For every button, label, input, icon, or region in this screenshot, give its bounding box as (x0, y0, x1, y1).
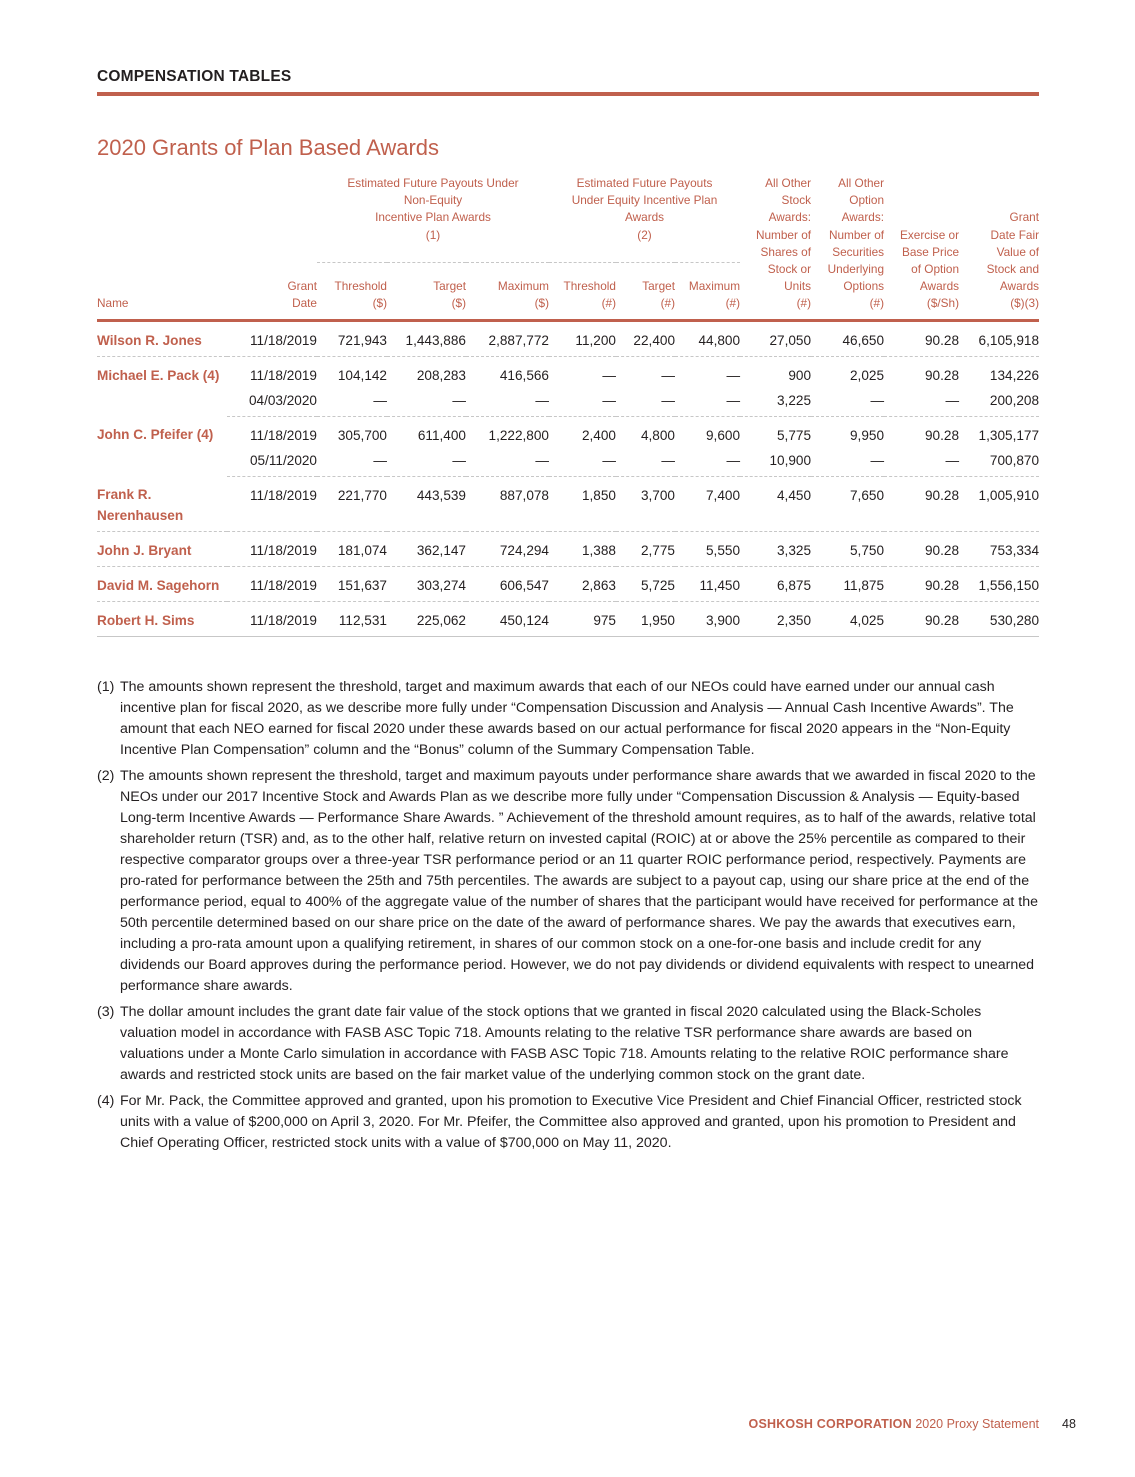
table-cell: 11/18/2019 (249, 427, 317, 443)
table-cell: 11/18/2019 (227, 320, 317, 356)
footnote-text: The amounts shown represent the threshold, target and maximum awards that each of our NEOs could have earned under our annual cash incentive plan for fiscal 2020, as we describe more fully under “Compensation Discussion and Analysis — Annual Cash Incentive Awards”. The amount that each NEO earned for fiscal 2020 under these awards based on our actual performance for fiscal 2020 appears in the “Non-Equity Incentive Plan Compensation” column and the “Bonus” column of the Summary Compensation Table. (120, 679, 1014, 758)
table-row (97, 532, 1039, 567)
table-cell: 416,566 (499, 367, 549, 383)
col-header-eq-target: Target (#) (616, 263, 675, 321)
col-header-grant-value: Grant Date Fair Value of Stock and Awards ($)(3) (959, 175, 1039, 320)
section-divider (97, 92, 1039, 96)
table-cell: 134,226 (989, 367, 1040, 383)
footnote (97, 1091, 1039, 1154)
equity-group-header: Estimated Future Payouts Under Equity Incentive Plan Awards (2) (549, 175, 740, 263)
table-cell: 2,025 (850, 367, 885, 383)
table-cell: 2,350 (740, 602, 811, 637)
officer-name: Wilson R. Jones (97, 320, 227, 356)
table-cell: 10,900 (740, 450, 811, 477)
table-cell: — (387, 390, 466, 417)
table-cell: 3,700 (616, 476, 675, 532)
table-cell: 11/18/2019 (227, 602, 317, 637)
table-cell: 611,400 (417, 427, 466, 443)
table-cell: 4,800 (640, 427, 675, 443)
officer-name: Robert H. Sims (97, 602, 227, 637)
table-cell: — (549, 390, 616, 417)
table-cell: 2,863 (549, 567, 616, 602)
table-cell: 5,750 (811, 532, 884, 567)
footnote-number: (1) (97, 679, 115, 695)
table-cell: — (884, 450, 959, 477)
table-cell: 44,800 (675, 320, 740, 356)
col-header-name: Name (97, 263, 227, 321)
table-row (97, 602, 1039, 637)
table-cell: 443,539 (387, 476, 466, 532)
table-cell: 1,556,150 (959, 567, 1039, 602)
table-cell: 9,950 (850, 427, 885, 443)
table-cell: — (675, 450, 740, 477)
table-row (97, 476, 1039, 532)
table-cell: — (811, 390, 884, 417)
table-cell: — (675, 390, 740, 417)
table-cell: 5,550 (675, 532, 740, 567)
table-row (97, 390, 1039, 417)
table-cell: 2,400 (581, 427, 616, 443)
footnote-number: (4) (97, 1093, 115, 1109)
table-cell: 11,450 (675, 567, 740, 602)
page-number: 48 (1062, 1417, 1076, 1431)
col-header-grant-date: Grant Date (227, 263, 317, 321)
table-cell: 151,637 (317, 567, 387, 602)
table-cell: 90.28 (884, 532, 959, 567)
table-cell: 05/11/2020 (227, 450, 317, 477)
table-cell: 724,294 (466, 532, 549, 567)
footer-company: OSHKOSH CORPORATION (748, 1417, 912, 1431)
table-cell: — (661, 367, 675, 383)
table-cell: 1,222,800 (488, 427, 549, 443)
col-header-stock-awards: All Other Stock Awards: Number of Shares of Stock or Units (#) (740, 175, 811, 320)
table-cell: 3,225 (740, 390, 811, 417)
table-cell: 4,025 (811, 602, 884, 637)
footnote (97, 766, 1039, 997)
table-cell: 700,870 (959, 450, 1039, 477)
table-cell: 900 (788, 367, 812, 383)
footnote-text: The amounts shown represent the threshold, target and maximum payouts under performance share awards that we awarded in fiscal 2020 to the NEOs under our 2017 Incentive Stock and Awards Plan as we describe more fully under “Compensation Discussion & Analysis — Equity-based Long-term Incentive Awards — Performance Share Awards. ” Achievement of the threshold amount requires, as to half of the awards, relative total shareholder return (TSR) and, as to the other half, relative return on invested capital (ROIC) at or above the 25% percentile as compared to their respective comparator groups over a three-year TSR performance period or an 11 quarter ROIC performance period, respectively. Payments are pro-rated for performance between the 25th and 75th percentiles. The awards are subject to a payout cap, using our share price at the end of the performance period, equal to 400% of the aggregate value of the number of shares that the participant would have received for performance at the 50th percentile determined based on our share price on the date of the award of performance shares. We pay the awards that executives earn, including a pro-rata amount upon a qualifying retirement, in shares of our common stock on a one-for-one basis and include credit for any dividends our Board approves during the performance period. However, we do not pay dividends or dividend equivalents with respect to unearned performance share awards. (120, 768, 1039, 994)
table-row (97, 356, 1039, 390)
table-cell: — (726, 367, 741, 383)
table-cell: 753,334 (959, 532, 1039, 567)
table-cell: 11/18/2019 (227, 532, 317, 567)
footnote-number: (2) (97, 768, 115, 784)
table-cell: — (466, 390, 549, 417)
table-cell: 90.28 (925, 427, 960, 443)
footnotes (97, 677, 1039, 1159)
table-title: 2020 Grants of Plan Based Awards (97, 135, 440, 160)
table-cell: — (549, 450, 616, 477)
officer-name: John C. Pfeifer (4) (97, 427, 214, 443)
table-cell: 606,547 (466, 567, 549, 602)
table-cell: 225,062 (387, 602, 466, 637)
col-header-ne-maximum: Maximum ($) (466, 263, 549, 321)
officer-name: David M. Sagehorn (97, 567, 227, 602)
col-header-ne-threshold: Threshold ($) (317, 263, 387, 321)
table-cell: 46,650 (811, 320, 884, 356)
table-cell: — (811, 450, 884, 477)
group-header-row (97, 175, 1039, 263)
table-cell: 1,305,177 (978, 427, 1040, 443)
table-cell: 721,943 (317, 320, 387, 356)
table-body (97, 320, 1039, 637)
table-cell: — (317, 450, 387, 477)
table-cell: 11/18/2019 (249, 367, 317, 383)
table-cell: — (602, 367, 616, 383)
table-cell: 04/03/2020 (227, 390, 317, 417)
officer-name: Michael E. Pack (4) (97, 367, 220, 383)
table-cell: — (387, 450, 466, 477)
officer-name: John J. Bryant (97, 532, 227, 567)
table-cell: 221,770 (317, 476, 387, 532)
non-equity-group-header: Estimated Future Payouts Under Non-Equity Incentive Plan Awards (1) (317, 175, 549, 263)
table-cell: 4,450 (740, 476, 811, 532)
table-cell: 5,725 (616, 567, 675, 602)
table-cell: 1,005,910 (959, 476, 1039, 532)
table-row (97, 320, 1039, 356)
table-cell: — (317, 390, 387, 417)
table-cell: 11,200 (549, 320, 616, 356)
table-cell: — (884, 390, 959, 417)
table-cell: 22,400 (616, 320, 675, 356)
table-cell: 450,124 (466, 602, 549, 637)
table-cell: 1,950 (616, 602, 675, 637)
table-cell: 7,650 (811, 476, 884, 532)
table-cell: 90.28 (884, 320, 959, 356)
table-cell: 2,775 (616, 532, 675, 567)
table-cell: 2,887,772 (466, 320, 549, 356)
table-cell: 6,105,918 (959, 320, 1039, 356)
table-cell: 90.28 (925, 367, 960, 383)
table-cell: 6,875 (740, 567, 811, 602)
table-cell: 3,900 (675, 602, 740, 637)
table-row (97, 416, 1039, 450)
footnote-text: For Mr. Pack, the Committee approved and granted, upon his promotion to Executive Vice President and Chief Financial Officer, restricted stock units with a value of $200,000 on April 3, 2020. For Mr. Pfeifer, the Committee also approved and granted, upon his promotion to President and Chief Operating Officer, restricted stock units with a value of $700,000 on May 11, 2020. (120, 1093, 1022, 1151)
table-cell: 1,850 (549, 476, 616, 532)
table-row (97, 450, 1039, 477)
table-cell: 3,325 (740, 532, 811, 567)
footer-document: 2020 Proxy Statement (915, 1417, 1039, 1431)
table-cell: 181,074 (317, 532, 387, 567)
table-cell: 5,775 (777, 427, 812, 443)
table-cell: 303,274 (387, 567, 466, 602)
table-cell: — (616, 390, 675, 417)
table-cell: 104,142 (337, 367, 387, 383)
footnote (97, 677, 1039, 761)
table-cell: 305,700 (337, 427, 387, 443)
table-cell: 90.28 (884, 567, 959, 602)
col-header-ne-target: Target ($) (387, 263, 466, 321)
table-cell: 90.28 (884, 602, 959, 637)
table-cell: 887,078 (466, 476, 549, 532)
table-cell: 200,208 (959, 390, 1039, 417)
table-cell: 11/18/2019 (227, 476, 317, 532)
footnote (97, 1002, 1039, 1086)
officer-name: Frank R. Nerenhausen (97, 476, 227, 532)
col-header-exercise-price: Exercise or Base Price of Option Awards ($/Sh) (884, 175, 959, 320)
table-cell: 11,875 (811, 567, 884, 602)
table-cell: — (466, 450, 549, 477)
table-cell: 1,388 (549, 532, 616, 567)
table-cell: 90.28 (884, 476, 959, 532)
page-footer (620, 1417, 1039, 1431)
grants-table (97, 175, 1039, 637)
table-cell: 112,531 (317, 602, 387, 637)
footnote-number: (3) (97, 1004, 115, 1020)
table-cell: 208,283 (416, 367, 466, 383)
table-cell: 27,050 (740, 320, 811, 356)
table-cell: 975 (549, 602, 616, 637)
col-header-eq-maximum: Maximum (#) (675, 263, 740, 321)
table-cell: 7,400 (675, 476, 740, 532)
table-cell: 11/18/2019 (227, 567, 317, 602)
col-header-option-awards: All Other Option Awards: Number of Securities Underlying Options (#) (811, 175, 884, 320)
table-cell: 9,600 (706, 427, 741, 443)
table-cell: 530,280 (959, 602, 1039, 637)
footnote-text: The dollar amount includes the grant date fair value of the stock options that we granted in fiscal 2020 calculated using the Black-Scholes valuation model in accordance with FASB ASC Topic 718. Amounts relating to the relative TSR performance share awards are based on valuations under a Monte Carlo simulation in accordance with FASB ASC Topic 718. Amounts relating to the relative ROIC performance share awards and restricted stock units are based on the fair market value of the underlying common stock on the grant date. (120, 1004, 1009, 1083)
table-cell: 1,443,886 (387, 320, 466, 356)
col-header-eq-threshold: Threshold (#) (549, 263, 616, 321)
table-row (97, 567, 1039, 602)
table-cell: 362,147 (387, 532, 466, 567)
table-cell: — (616, 450, 675, 477)
section-header: COMPENSATION TABLES (97, 68, 292, 85)
